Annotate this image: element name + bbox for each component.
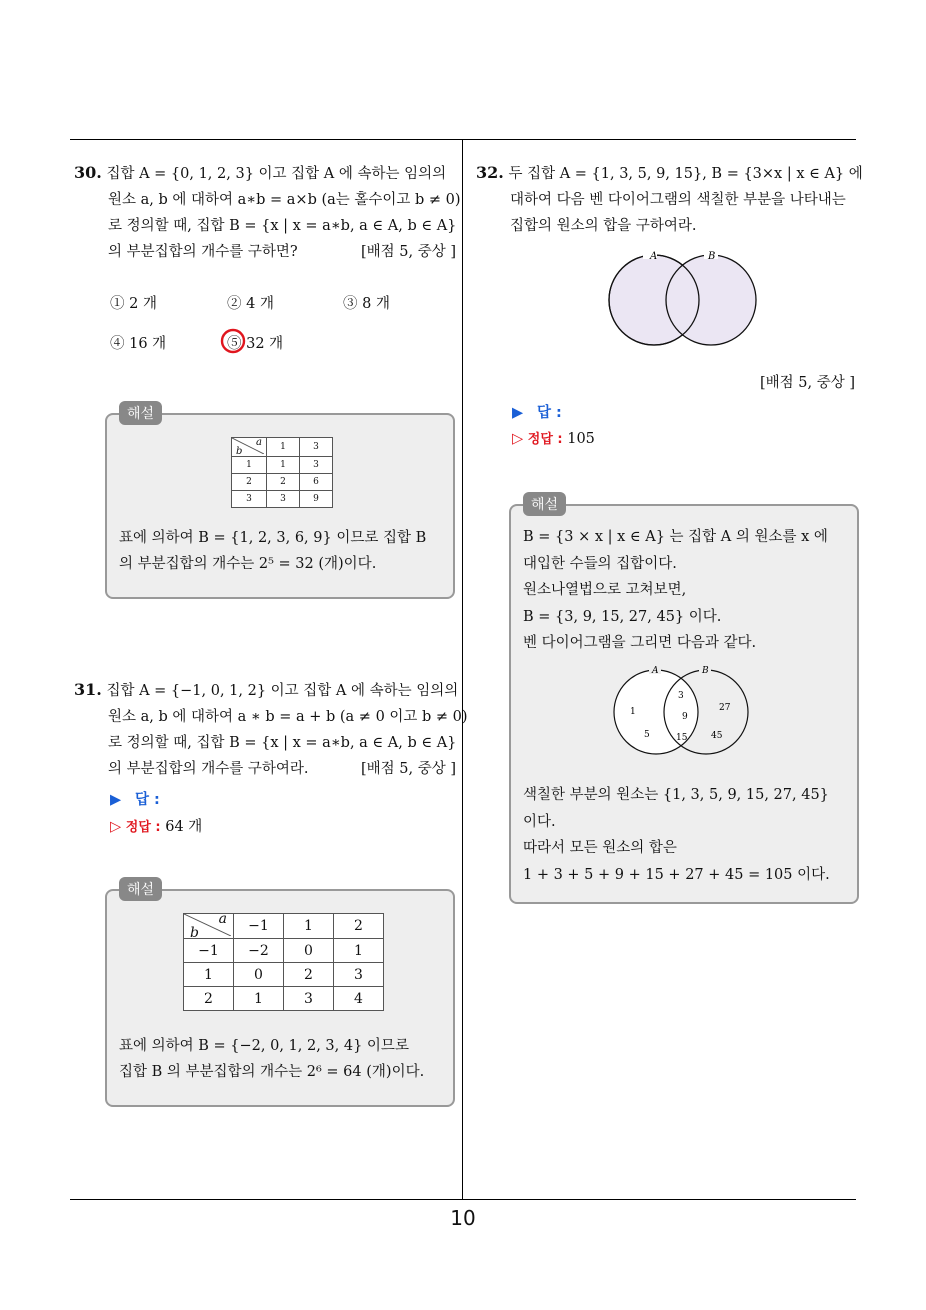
solution-text-line: 1 + 3 + 5 + 9 + 15 + 27 + 45 = 105 이다. bbox=[523, 866, 830, 883]
table-cell: 3 bbox=[267, 491, 300, 508]
solution-text-line: 색칠한 부분의 원소는 {1, 3, 5, 9, 15, 27, 45} bbox=[523, 787, 829, 803]
solution-tag-31: 해설 bbox=[119, 877, 162, 901]
solution-text-line: 원소나열법으로 고쳐보면, bbox=[523, 582, 687, 598]
venn-element: 1 bbox=[630, 707, 636, 717]
corner-a: a bbox=[218, 911, 227, 927]
table-cell: 0 bbox=[234, 963, 284, 987]
answer-line-32 bbox=[512, 401, 562, 422]
table-cell: 3 bbox=[232, 491, 267, 508]
solution-box-30 bbox=[105, 413, 455, 599]
correct-answer-32 bbox=[512, 428, 595, 447]
table-cell: 6 bbox=[300, 474, 333, 491]
table-cell: 1 bbox=[334, 939, 384, 963]
problem-text-line: 원소 a, b 에 대하여 a∗b = a×b (a는 홀수이고 b ≠ 0) bbox=[108, 192, 461, 208]
table-cell: 3 bbox=[300, 457, 333, 474]
solution-text-line: 벤 다이어그램을 그리면 다음과 같다. bbox=[523, 635, 757, 651]
problem-text-line: 두 집합 A = {1, 3, 5, 9, 15}, B = {3×x | x ∈ A} 에 bbox=[508, 166, 863, 182]
solution-box-31 bbox=[105, 889, 455, 1107]
correct-value: 64 개 bbox=[165, 819, 203, 835]
venn-element: 5 bbox=[644, 730, 650, 740]
solution-text-line: 표에 의하여 B = {−2, 0, 1, 2, 3, 4} 이므로 bbox=[119, 1038, 409, 1054]
venn-label-b: B bbox=[702, 666, 709, 676]
table-row bbox=[232, 474, 333, 491]
table-header-cell: 2 bbox=[334, 914, 384, 939]
score-label: [배점 5, 중상 ] bbox=[360, 244, 456, 260]
table-row bbox=[184, 939, 384, 963]
solution-text-line: 대입한 수들의 집합이다. bbox=[523, 555, 677, 572]
problem-text-line: 집합 A = {−1, 0, 1, 2} 이고 집합 A 에 속하는 임의의 bbox=[106, 683, 459, 699]
answer-arrow-icon: ▶ bbox=[110, 792, 122, 808]
choice-3[interactable]: ③ 8 개 bbox=[343, 296, 390, 312]
table-cell: 1 bbox=[232, 457, 267, 474]
table-cell: 1 bbox=[267, 457, 300, 474]
table-cell: 2 bbox=[267, 474, 300, 491]
answer-label: 답 : bbox=[536, 405, 562, 421]
corner-b: b bbox=[236, 446, 243, 457]
correct-arrow-icon: ▷ bbox=[512, 431, 524, 447]
problem-number: 32. bbox=[476, 163, 504, 182]
problem-32 bbox=[476, 160, 863, 239]
corner-a: a bbox=[256, 437, 262, 448]
table-cell: 9 bbox=[300, 491, 333, 508]
corner-b: b bbox=[190, 925, 199, 941]
operation-table-31 bbox=[183, 913, 384, 1011]
problem-30 bbox=[74, 160, 461, 265]
correct-answer-31 bbox=[110, 815, 202, 836]
table-cell: 3 bbox=[334, 963, 384, 987]
solution-text-line: 따라서 모든 원소의 합은 bbox=[523, 840, 677, 856]
venn-label-b: B bbox=[708, 251, 716, 262]
venn-element: 15 bbox=[676, 733, 688, 743]
correct-label: 정답 : bbox=[527, 432, 563, 447]
table-row bbox=[184, 987, 384, 1011]
table-cell: 0 bbox=[284, 939, 334, 963]
score-label-32: [배점 5, 중상 ] bbox=[760, 375, 856, 391]
table-cell: 3 bbox=[284, 987, 334, 1011]
correct-arrow-icon: ▷ bbox=[110, 819, 122, 835]
correct-label: 정답 : bbox=[125, 820, 161, 835]
problem-text-line: 로 정의할 때, 집합 B = {x | x = a∗b, a ∈ A, b ∈ A} bbox=[108, 218, 457, 234]
venn-element: 27 bbox=[719, 703, 731, 713]
selected-answer-circle-icon bbox=[219, 327, 249, 357]
venn-diagram-solution bbox=[611, 662, 761, 762]
table-cell: −1 bbox=[184, 939, 234, 963]
solution-text-line: 의 부분집합의 개수는 2⁵ = 32 (개)이다. bbox=[119, 556, 377, 572]
problem-text-line: 로 정의할 때, 집합 B = {x | x = a∗b, a ∈ A, b ∈ A} bbox=[108, 735, 457, 751]
solution-text-line: B = {3 × x | x ∈ A} 는 집합 A 의 원소를 x 에 bbox=[523, 529, 828, 545]
problem-number: 30. bbox=[74, 163, 102, 182]
table-cell: 4 bbox=[334, 987, 384, 1011]
choice-5-mark: ⑤ bbox=[227, 336, 242, 352]
choice-5-label: 32 개 bbox=[246, 336, 284, 352]
venn-element: 9 bbox=[682, 712, 688, 722]
solution-tag-30: 해설 bbox=[119, 401, 162, 425]
problem-text-line: 집합의 원소의 합을 구하여라. bbox=[510, 218, 697, 234]
solution-text-line: 집합 B 의 부분집합의 개수는 2⁶ = 64 (개)이다. bbox=[119, 1064, 425, 1080]
table-header-cell: 1 bbox=[284, 914, 334, 939]
venn-element: 3 bbox=[678, 691, 684, 701]
venn-diagram-problem bbox=[600, 250, 770, 360]
table-cell: 2 bbox=[284, 963, 334, 987]
problem-text-line: 대하여 다음 벤 다이어그램의 색칠한 부분을 나타내는 bbox=[510, 192, 846, 208]
table-row bbox=[232, 457, 333, 474]
solution-text-line: 이다. bbox=[523, 813, 556, 830]
table-cell: 1 bbox=[184, 963, 234, 987]
table-cell: 2 bbox=[232, 474, 267, 491]
solution-text-line: 표에 의하여 B = {1, 2, 3, 6, 9} 이므로 집합 B bbox=[119, 530, 427, 546]
correct-value: 105 bbox=[567, 431, 595, 447]
problem-number: 31. bbox=[74, 680, 102, 699]
score-label: [배점 5, 중상 ] bbox=[360, 761, 456, 777]
problem-text-line: 의 부분집합의 개수를 구하면? bbox=[108, 244, 298, 260]
top-rule bbox=[70, 139, 856, 140]
problem-31 bbox=[74, 677, 468, 782]
problem-text-line: 집합 A = {0, 1, 2, 3} 이고 집합 A 에 속하는 임의의 bbox=[106, 166, 447, 182]
operation-table-30 bbox=[231, 437, 333, 508]
choice-2[interactable]: ② 4 개 bbox=[227, 296, 274, 312]
answer-line-31 bbox=[110, 788, 160, 809]
venn-element: 45 bbox=[711, 731, 723, 741]
table-header-cell: 3 bbox=[300, 438, 333, 457]
answer-label: 답 : bbox=[134, 792, 160, 808]
choice-1[interactable]: ① 2 개 bbox=[110, 296, 157, 312]
solution-tag-32: 해설 bbox=[523, 492, 566, 516]
venn-label-a: A bbox=[650, 251, 658, 262]
table-header-cell: 1 bbox=[267, 438, 300, 457]
table-header-cell: −1 bbox=[234, 914, 284, 939]
bottom-rule bbox=[70, 1199, 856, 1200]
choice-4[interactable]: ④ 16 개 bbox=[110, 336, 167, 352]
problem-text-line: 원소 a, b 에 대하여 a ∗ b = a + b (a ≠ 0 이고 b ≠ 0) bbox=[108, 709, 468, 725]
page-number: 10 bbox=[450, 1206, 476, 1230]
table-cell: −2 bbox=[234, 939, 284, 963]
solution-text-line: B = {3, 9, 15, 27, 45} 이다. bbox=[523, 608, 722, 625]
answer-arrow-icon: ▶ bbox=[512, 405, 524, 421]
solution-box-32 bbox=[509, 504, 859, 904]
answer-choices bbox=[110, 292, 450, 362]
table-cell: 2 bbox=[184, 987, 234, 1011]
column-divider bbox=[462, 139, 463, 1200]
table-row bbox=[232, 491, 333, 508]
venn-label-a: A bbox=[652, 666, 659, 676]
problem-text-line: 의 부분집합의 개수를 구하여라. bbox=[108, 761, 309, 777]
table-cell: 1 bbox=[234, 987, 284, 1011]
table-row bbox=[184, 963, 384, 987]
